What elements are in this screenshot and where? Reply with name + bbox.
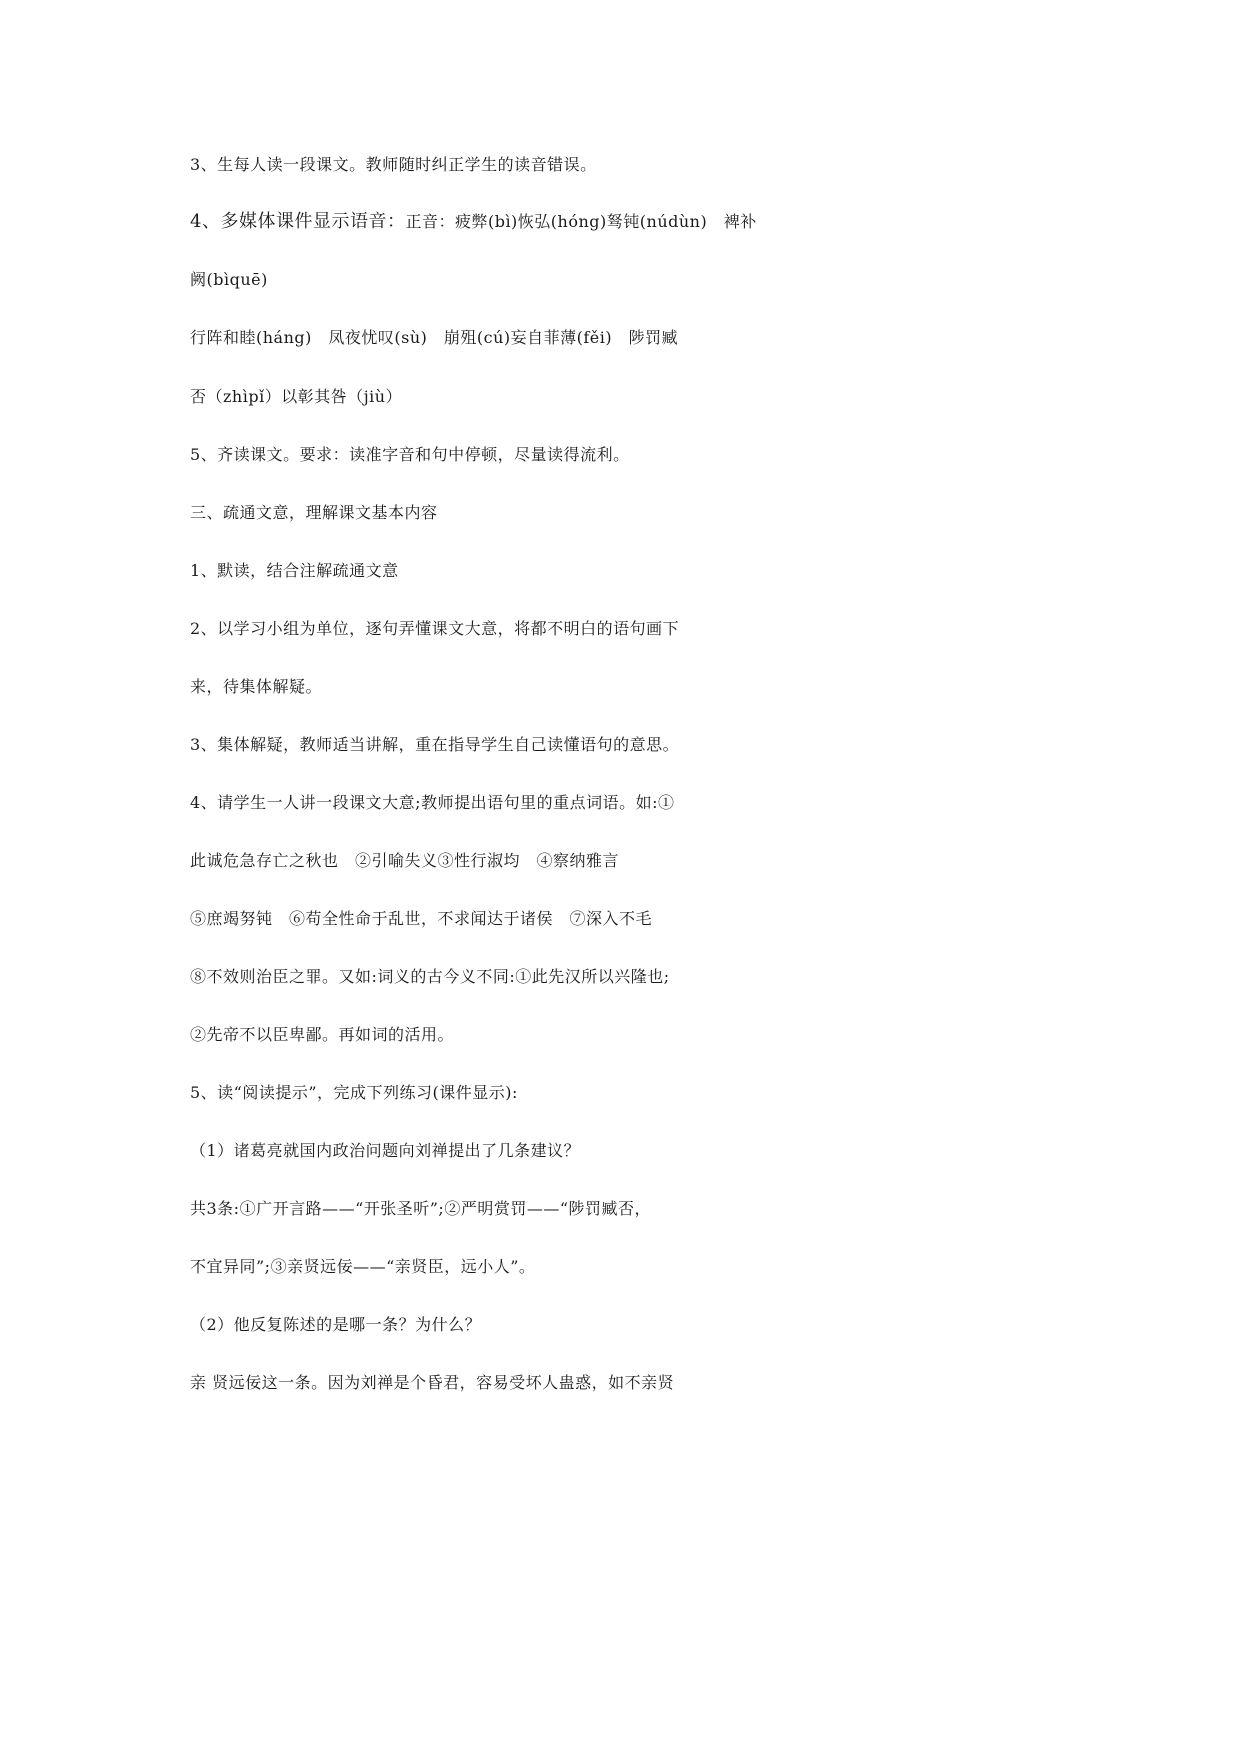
text-line-8: 1、默读，结合注解疏通文意 (190, 561, 399, 580)
text-line-11: 3、集体解疑，教师适当讲解，重在指导学生自己读懂语句的意思。 (190, 735, 680, 754)
answer-1-line-2: 不宜异同”;③亲贤远佞——“亲贤臣，远小人”。 (190, 1257, 536, 1276)
question-2: （2）他反复陈述的是哪一条？为什么？ (190, 1315, 482, 1334)
text-line-2 (190, 205, 1070, 239)
question-1: （1）诸葛亮就国内政治问题向刘禅提出了几条建议？ (190, 1141, 581, 1160)
text-line-9: 2、以学习小组为单位，逐句弄懂课文大意，将都不明白的语句画下 (190, 619, 680, 638)
answer-1-line-1: 共3条:①广开言路——“开张圣听”;②严明赏罚——“陟罚臧否， (190, 1199, 652, 1218)
text-line-16: ②先帝不以臣卑鄙。再如词的活用。 (190, 1025, 455, 1044)
text-line-6: 5、齐读课文。要求：读准字音和句中停顿，尽量读得流利。 (190, 445, 630, 464)
text-line-13: 此诚危急存亡之秋也 ②引喻失义③性行淑均 ④察纳雅言 (190, 851, 620, 870)
section-heading: 三、疏通文意，理解课文基本内容 (190, 503, 438, 522)
line-prefix: 4、多媒体课件显示语音： (190, 211, 406, 232)
text-line-10: 来，待集体解疑。 (190, 677, 323, 696)
answer-2-line-1: 亲 贤远佞这一条。因为刘禅是个昏君，容易受坏人蛊惑，如不亲贤 (190, 1373, 675, 1392)
text-line-4: 行阵和睦(háng) 凤夜忧叹(sù) 崩殂(cú)妄自菲薄(fěi) 陟罚臧 (190, 328, 679, 347)
text-line-17: 5、读“阅读提示”，完成下列练习(课件显示): (190, 1083, 518, 1102)
text-line-5: 否（zhìpǐ）以彰其咎（jiù） (190, 387, 403, 406)
text-line-1: 3、生每人读一段课文。教师随时纠正学生的读音错误。 (190, 155, 597, 174)
text-line-12: 4、请学生一人讲一段课文大意;教师提出语句里的重点词语。如:① (190, 793, 675, 812)
line-main: 正音：疲弊(bì)恢弘(hóng)驽钝(núdùn) 裨补 (405, 212, 757, 231)
text-line-3: 阙(bìquē) (190, 270, 268, 289)
text-line-14: ⑤庶竭努钝 ⑥苟全性命于乱世，不求闻达于诸侯 ⑦深入不毛 (190, 909, 653, 928)
text-line-15: ⑧不效则治臣之罪。又如:词义的古今义不同:①此先汉所以兴隆也; (190, 967, 670, 986)
